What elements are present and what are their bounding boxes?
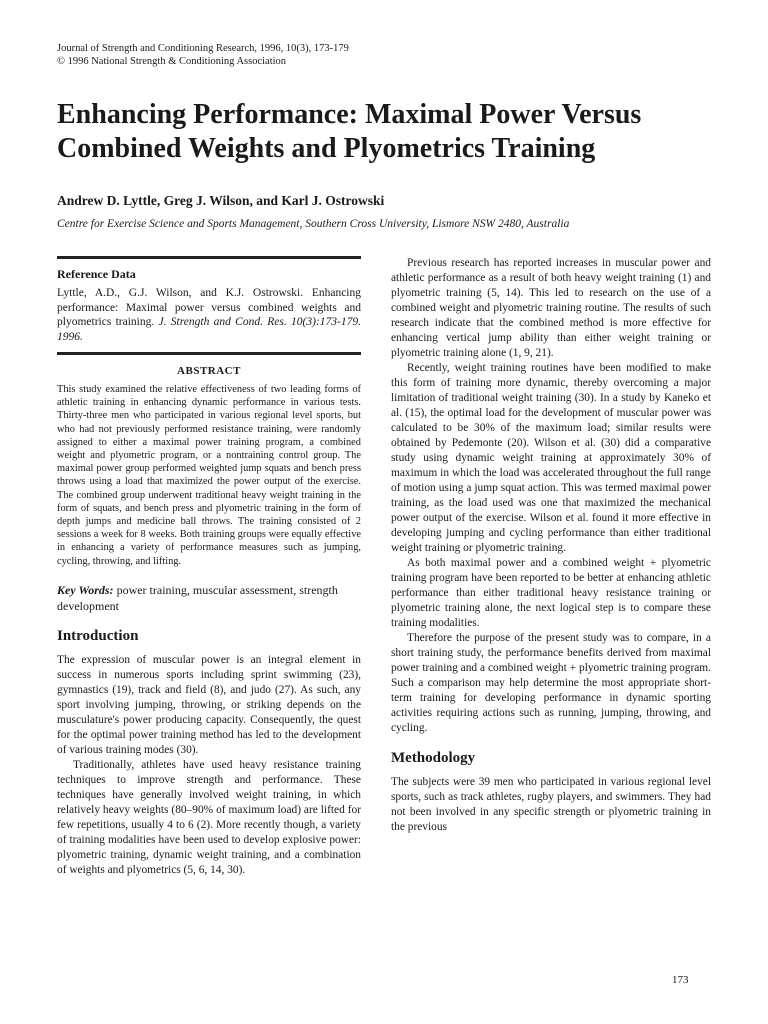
introduction-heading: Introduction — [57, 627, 139, 644]
author-affiliation: Centre for Exercise Science and Sports Management, Southern Cross University, Lismore NSW 2480, Australia — [57, 218, 570, 230]
journal-copyright: © 1996 National Strength & Conditioning Association — [57, 56, 287, 67]
keywords-text: power training, muscular assessment, strength development — [57, 582, 338, 613]
body-paragraph: As both maximal power and a combined weight + plyometric training program have been reported to be better at enhancing athletic performance than either traditional heavy resistance training or plyometric training alone, the next logical step is to compare these training modalities. — [391, 557, 711, 629]
page-number: 173 — [672, 974, 689, 986]
bottom-divider — [57, 352, 361, 355]
body-paragraph: Therefore the purpose of the present study was to compare, in a short training study, the performance benefits derived from maximal power training and a combined weight + plyometric training program. Such a comparison may help determine the most appropriate short-term training for developing performance in dynamic sporting activities requiring actions such as running, jumping, throwing, and cycling. — [391, 632, 711, 734]
top-divider — [57, 256, 361, 259]
abstract-text: This study examined the relative effectiveness of two leading forms of athletic training in enhancing dynamic performance in various tests. Thirty-three men who participated in various regional level sports, but who had not previously performed resistance training, were randomly assigned to either a maximal power training program, a combined weight and plyometric program, or a nontraining control group. The maximal power group performed weighted jump squats and bench press throws using a load that maximized the power output of the exercise. The combined group underwent traditional heavy weight training in the form of squats, and bench press and plyometric training in the form of depth jumps and medicine ball throws. The training consisted of 2 sessions a week for 8 weeks. Both training groups were equally effective in enhancing a variety of performance measures such as jumping, cycling, throwing, and lifting. — [57, 384, 361, 567]
methodology-heading: Methodology — [391, 750, 476, 766]
methodology-paragraph: The subjects were 39 men who participated in various regional level sports, such as track athletes, rugby players, and swimmers. They had not been involved in any specific strength or plyometric training in the previous — [391, 776, 711, 833]
reference-citation: Lyttle, A.D., G.J. Wilson, and K.J. Ostrowski. Enhancing performance: Maximal power versus combined weights and plyometrics training. — [57, 287, 361, 328]
journal-citation: Journal of Strength and Conditioning Research, 1996, 10(3), 173-179 — [57, 43, 349, 54]
body-paragraph: Recently, weight training routines have been modified to make this form of training more dynamic, thereby overcoming a major limitation of traditional weight training (30). In a study by Kaneko et al. (15), the optimal load for the development of muscular power was calculated to be 30% of the maximum load; similar results were obtained by Pedemonte (20). Wilson et al. (30) did a comparative study using dynamic weight training at approximately 30% of maximum in which the load was accelerated throughout the full range of motion using a jump squat action. This was termed maximal power training, as the load used was one that maximized the mechanical power output of the exercise. Wilson et al. found it more effective in developing jumping and cycling performance than either traditional weight training or plyometric training. — [391, 362, 711, 554]
author-list: Andrew D. Lyttle, Greg J. Wilson, and Karl J. Ostrowski — [57, 193, 385, 208]
left-column — [57, 256, 361, 878]
keywords-label: Key Words: — [57, 582, 114, 597]
abstract-heading: ABSTRACT — [177, 365, 241, 377]
journal-header — [57, 42, 349, 68]
reference-journal: J. Strength and Cond. Res. 10(3):173-179. 1996. — [57, 316, 361, 343]
keywords — [57, 582, 361, 614]
right-column — [391, 256, 711, 835]
body-paragraph: Previous research has reported increases in muscular power and athletic performance as a result of both heavy weight training (1) and plyometric training (5, 14). This led to research on the use of a combined weight and plyometric training routine. The results of such research indicate that the combined method is more effective for enhancing vertical jump ability than either weight training or plyometric training alone (1, 9, 21). — [391, 257, 711, 359]
article-title: Enhancing Performance: Maximal Power Versus Combined Weights and Plyometrics Training — [57, 99, 642, 164]
reference-heading: Reference Data — [57, 267, 136, 281]
intro-paragraph: The expression of muscular power is an integral element in success in numerous sports including sprint swimming (23), gymnastics (19), track and field (8), and judo (27). As such, any sport involving jumping, throwing, or striking depends on the musculature's power producing capacity. Consequently, the quest for the optimal power training method has led to the development of various training modes (30). — [57, 653, 361, 756]
intro-paragraph: Traditionally, athletes have used heavy resistance training techniques to improve strength and performance. These techniques have generally involved weight training, in which relatively heavy weights (80–90% of maximum load) are lifted for few repetitions, usually 4 to 6 (2). More recently though, a variety of training modalities have been used to develop explosive power: plyometric training, dynamic weight training, and a combination of weights and plyometrics (5, 6, 14, 30). — [57, 758, 361, 876]
reference-text — [57, 286, 361, 344]
